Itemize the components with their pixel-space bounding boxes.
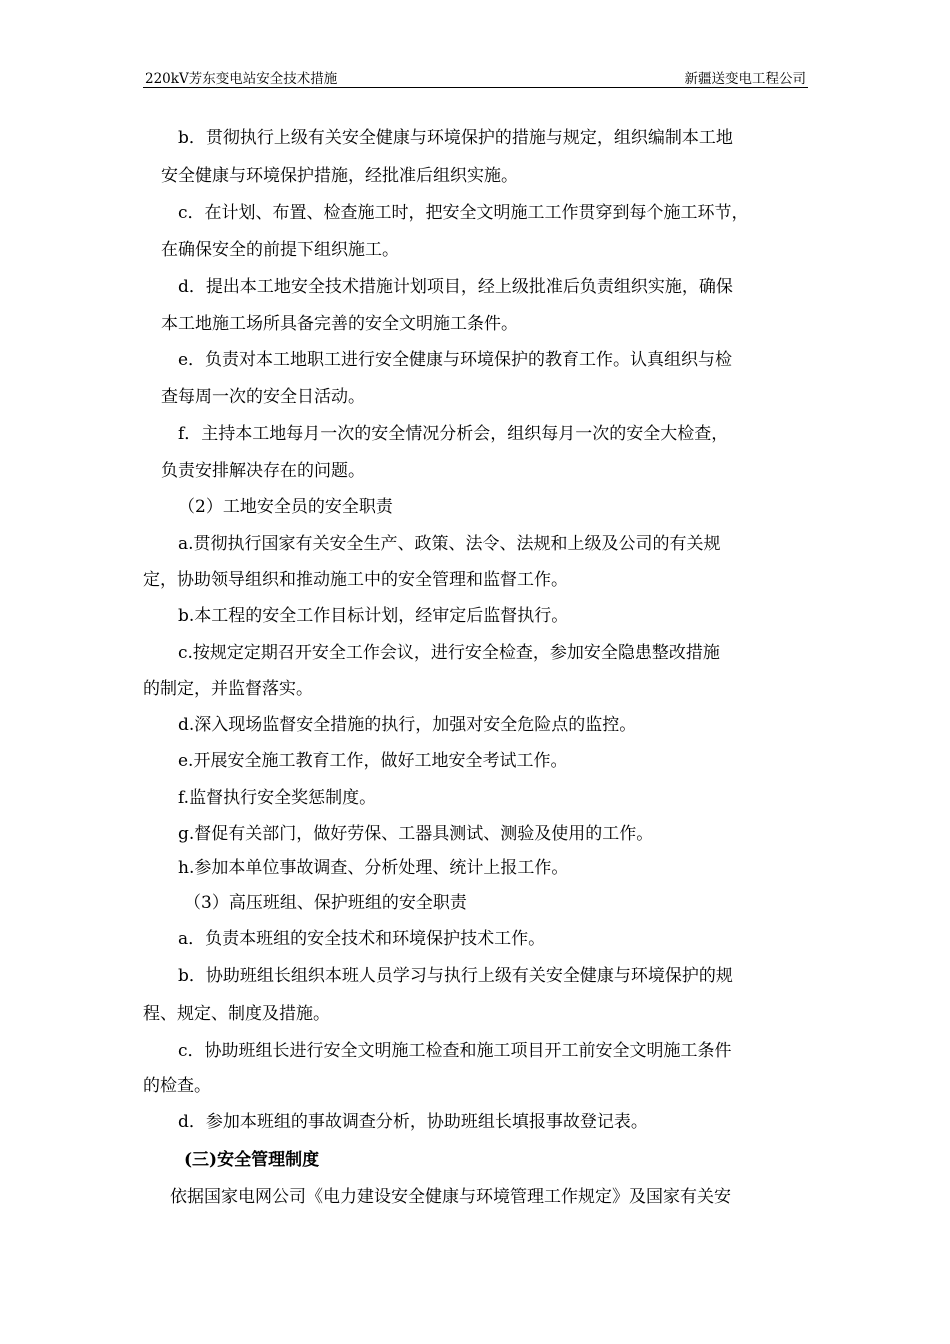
paragraph-line: e．负责对本工地职工进行安全健康与环境保护的教育工作。认真组织与检 (178, 350, 733, 370)
page-header (143, 65, 808, 88)
paragraph-line: g.督促有关部门，做好劳保、工器具测试、测验及使用的工作。 (178, 824, 654, 844)
header-document-title: 220kV芳东变电站安全技术措施 (145, 71, 338, 87)
paragraph-line: b．贯彻执行上级有关安全健康与环境保护的措施与规定，组织编制本工地 (178, 128, 733, 148)
section-subheading: （3）高压班组、保护班组的安全职责 (184, 893, 467, 913)
paragraph-line: 在确保安全的前提下组织施工。 (161, 240, 399, 260)
header-company-name: 新疆送变电工程公司 (684, 71, 806, 87)
paragraph-line: e.开展安全施工教育工作，做好工地安全考试工作。 (178, 751, 568, 771)
section-heading: (三)安全管理制度 (184, 1150, 320, 1170)
paragraph-line: 程、规定、制度及措施。 (143, 1004, 330, 1024)
section-subheading: （2）工地安全员的安全职责 (178, 497, 393, 517)
paragraph-line: f．主持本工地每月一次的安全情况分析会，组织每月一次的安全大检查， (178, 424, 729, 444)
paragraph-line: 的制定，并监督落实。 (143, 679, 313, 699)
paragraph-line: h.参加本单位事故调查、分析处理、统计上报工作。 (178, 858, 569, 878)
paragraph-line: c．协助班组长进行安全文明施工检查和施工项目开工前安全文明施工条件 (178, 1041, 732, 1061)
paragraph-line: c.按规定定期召开安全工作会议，进行安全检查，参加安全隐患整改措施 (178, 643, 720, 663)
paragraph-line: 的检查。 (143, 1076, 211, 1096)
paragraph-line: b.本工程的安全工作目标计划，经审定后监督执行。 (178, 606, 569, 626)
paragraph-line: a．负责本班组的安全技术和环境保护技术工作。 (178, 929, 546, 949)
paragraph-line: 负责安排解决存在的问题。 (161, 461, 365, 481)
paragraph-line: 查每周一次的安全日活动。 (161, 387, 365, 407)
paragraph-line: d．提出本工地安全技术措施计划项目，经上级批准后负责组织实施，确保 (178, 277, 733, 297)
paragraph-line: 本工地施工场所具备完善的安全文明施工条件。 (161, 314, 518, 334)
paragraph-line: 依据国家电网公司《电力建设安全健康与环境管理工作规定》及国家有关安 (170, 1187, 731, 1207)
paragraph-line: a.贯彻执行国家有关安全生产、政策、法令、法规和上级及公司的有关规 (178, 534, 721, 554)
paragraph-line: f.监督执行安全奖惩制度。 (178, 788, 377, 808)
paragraph-line: d.深入现场监督安全措施的执行，加强对安全危险点的监控。 (178, 715, 637, 735)
paragraph-line: c．在计划、布置、检查施工时，把安全文明施工工作贯穿到每个施工环节， (178, 203, 749, 223)
paragraph-line: 定，协助领导组织和推动施工中的安全管理和监督工作。 (143, 570, 568, 590)
paragraph-line: b．协助班组长组织本班人员学习与执行上级有关安全健康与环境保护的规 (178, 966, 733, 986)
paragraph-line: 安全健康与环境保护措施，经批准后组织实施。 (161, 166, 518, 186)
paragraph-line: d．参加本班组的事故调查分析，协助班组长填报事故登记表。 (178, 1112, 648, 1132)
